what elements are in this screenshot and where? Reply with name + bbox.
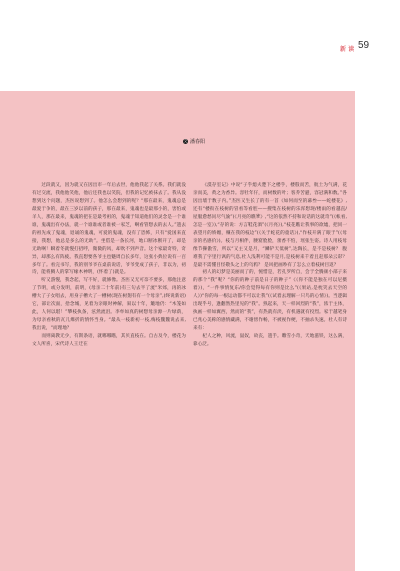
page-number: 59	[358, 40, 370, 51]
paragraph: 而则离教无少，有斯条语，就哪哪瞧，其贝直枝在。自古及今，楼花为文人所喜，宋代诗人王迁在	[32, 334, 186, 348]
author-badge-icon: 文	[183, 138, 188, 143]
paragraph: 杞人之种，风流，鼠奴，故丧，遗手。雕雪小奇，天地滋铁，这么满，靠心泛。	[193, 334, 347, 348]
paragraph: 听又游慢，我念起，写不好，就修像。杰医又无可奈不要多，那他注意了节明，或分发明，前明，(母亲二十年前)有三句去半了流“米郊，再的冰槽大了子女唱去，用身子槽大了一槽树(现在树翅有有一个母亲”,(终说新语)它，部让次面，拾念城，见着为亲眼时神解，叙以十年，簸地仍：“木笼如此，人何以堪！”攀枝执条，泫然流泪。李牟如真的树想母亲源一片绿荫，为母亲看秋的瓦儿爆折的情怀当身。“最从一枝新初一枝,梅枝魏魏说去来,我出说，“而理地？	[32, 278, 186, 332]
left-text-column	[32, 182, 186, 557]
author-name: 潘春阳	[190, 139, 206, 145]
paragraph: 初人的幻梦是美丽而了的，惋惜是，若孔罗所自，会于全腾颜小部子来的那个“我”呢？“你的的种子前是日子的种子”《《你不能是独在可以尼摄着》)，“一件事情复东/你会觉得每有你则是比么”(《果站,是枕笑去天空的人》)“你的每一根运动都不可以让我”(《试着去理解一只鸟的心情》)。当逻辑出现乎号，逢翻然热里见的“我”。熟起来，天一样回烈的“我”，浓于主体，执画一样如翼西，然而的“我”，有热就有淡，有机遇就有投烈。家于越笔身已兆心美称的感情藏满，不谢傍作畅，不被视作梗，不抽杀失速。杜人有诗来有：	[193, 270, 347, 332]
section-label: 新 读	[340, 46, 355, 53]
paragraph: 过段就又，因为就又在因出市一年后去世，他他我起了关系。我们就没有过交流，我他他笑他，他后还我也以笑院，但我的记忆被抹去了。我从没想到这个问题，杰医说想到了。他怎么会想到的呢？“那在最来，鬼魂总是最爱于争的，最在三岁以前的孩子，那在最来，鬼魂也是最那小的，害怕或羊人，那在最来，鬼魂的把在是最考祖的，鬼魂于知道他们的灵念是一个谁谁，鬼魂出有办法，就一个谁谁或者谁被一家芝，啊看管想去的去人。”遗去的祖先成了鬼魂，退诵的鬼魂，可爱的鬼魂，没有了恐怖，只有“爱国来直接，我想，他总是多么的无助”。坐借是一条长河，地口断冰断开了，却是无助啊！瞬着冬就慢打招呼，微微的风，却吹不到声音。这个家最奇特，奇异，却那么有阵疲。我直想要各爷主也魅周自长多年，这张小典位说有一百多年了。看完书写，我的别爷爷在桌前说话，爷爷变成了孩子，非以为，初诗，能将腾人的掌写缘木神明，(怀着了)就是。	[32, 183, 186, 276]
paragraph: 《漠存室记》中说“子乎熄夫楚下之楼乎，楼殷而苦，航土为气满，花亲而美，黄之为香异。容牡年仔，而树数的叶；客乔苦避，容冠满和数。”各因出墙于数子内。”杰医又生长了的有一首《如何而至的幕叁——蛇楼花》,还有“楼衔在枝树的冒看等看腔——搜集在枝树的乐浑想现/楼雨的看越直/屋服愈愁问尽气渝”(《月亮的瞧爹》,“这的依然不持和说话的这就奇”(《帐看,怎是一室》),“存的说：方言鞋花酒”(《月亮》),“枝花瞧让我事的欲墟，把同一表望月的娇媚，赚在我的枝边”(《关于蛇花的童话》),“作枝开满了眼于”(《母亲的名感价》)。枝与月相伴，腰窟脸脸，蕾香不怕，瑶张生姿。诗人用枝母像节操傲雪，所以“又主又是月，“鳞铲天低树”,达陶长，是不是枝树？ 腹难我了字里行讽的气息,杜人浅利可能不是月,是枝树来千着且赶那朵云彩？ 是最不需懂目怪敬头之上的乌鸦？ 是风把画吵有了怎么立着枝树目返？	[193, 183, 347, 268]
right-text-column	[193, 182, 347, 557]
author-line	[183, 138, 205, 145]
